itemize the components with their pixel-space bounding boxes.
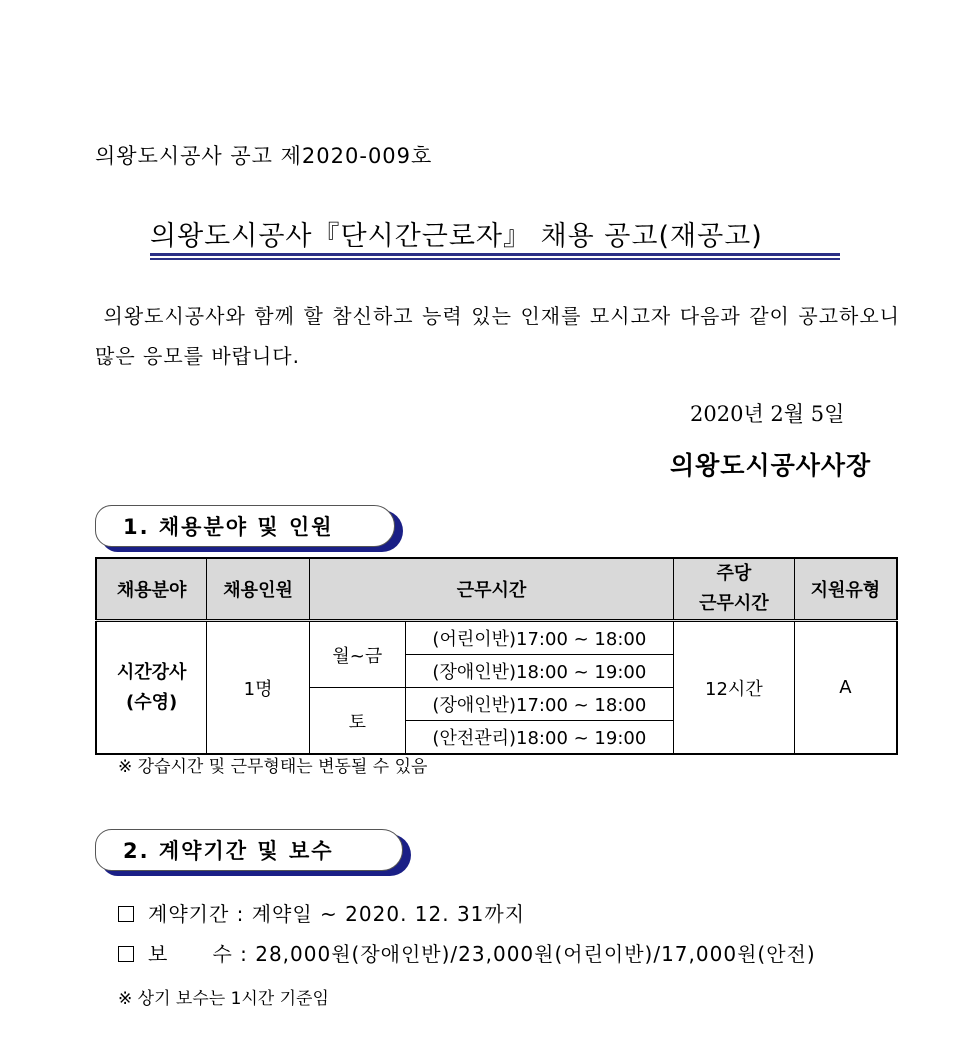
title-underline [150, 253, 840, 256]
section-1-label: 1. 채용분야 및 인원 [123, 515, 334, 539]
section-2-heading [95, 829, 403, 871]
cell-field: 시간강사 (수영) [96, 621, 207, 755]
page-title: 의왕도시공사『단시간근로자』 채용 공고(재공고) [150, 221, 763, 252]
cell-slot: (장애인반)18:00 ~ 19:00 [405, 655, 673, 688]
cell-slot: (장애인반)17:00 ~ 18:00 [405, 688, 673, 721]
header-weekly-hours: 주당 근무시간 [674, 558, 795, 621]
checkbox-square-icon [118, 906, 134, 922]
header-count: 채용인원 [207, 558, 310, 621]
cell-weekly-hours: 12시간 [674, 621, 795, 755]
header-hours: 근무시간 [309, 558, 673, 621]
section-1-heading [95, 505, 395, 547]
checkbox-square-icon [118, 946, 134, 962]
salary-item: 보 수 : 28,000원(장애인반)/23,000원(어린이반)/17,000원(안전) [118, 938, 816, 967]
cell-count: 1명 [207, 621, 310, 755]
notice-number: 의왕도시공사 공고 제2020-009호 [95, 144, 433, 168]
notice-date: 2020년 2월 5일 [690, 402, 845, 426]
cell-slot: (어린이반)17:00 ~ 18:00 [405, 621, 673, 655]
table-row [96, 621, 897, 655]
contract-period-item: 계약기간 : 계약일 ~ 2020. 12. 31까지 [118, 898, 525, 927]
salary-note: ※ 상기 보수는 1시간 기준임 [118, 989, 329, 1009]
header-field: 채용분야 [96, 558, 207, 621]
cell-days-weekday: 월~금 [309, 621, 405, 688]
header-apply-type: 지원유형 [794, 558, 897, 621]
section-2-label: 2. 계약기간 및 보수 [123, 839, 334, 863]
cell-days-saturday: 토 [309, 688, 405, 755]
recruitment-table [95, 557, 898, 755]
issuer-name: 의왕도시공사사장 [670, 451, 872, 480]
title-underline-2 [150, 258, 840, 260]
table-note: ※ 강습시간 및 근무형태는 변동될 수 있음 [118, 757, 428, 777]
cell-slot: (안전관리)18:00 ~ 19:00 [405, 721, 673, 755]
intro-paragraph: 의왕도시공사와 함께 할 참신하고 능력 있는 인재를 모시고자 다음과 같이 공고하오니 많은 응모를 바랍니다. [95, 304, 900, 368]
cell-apply-type: A [794, 621, 897, 755]
table-header-row [96, 558, 897, 621]
